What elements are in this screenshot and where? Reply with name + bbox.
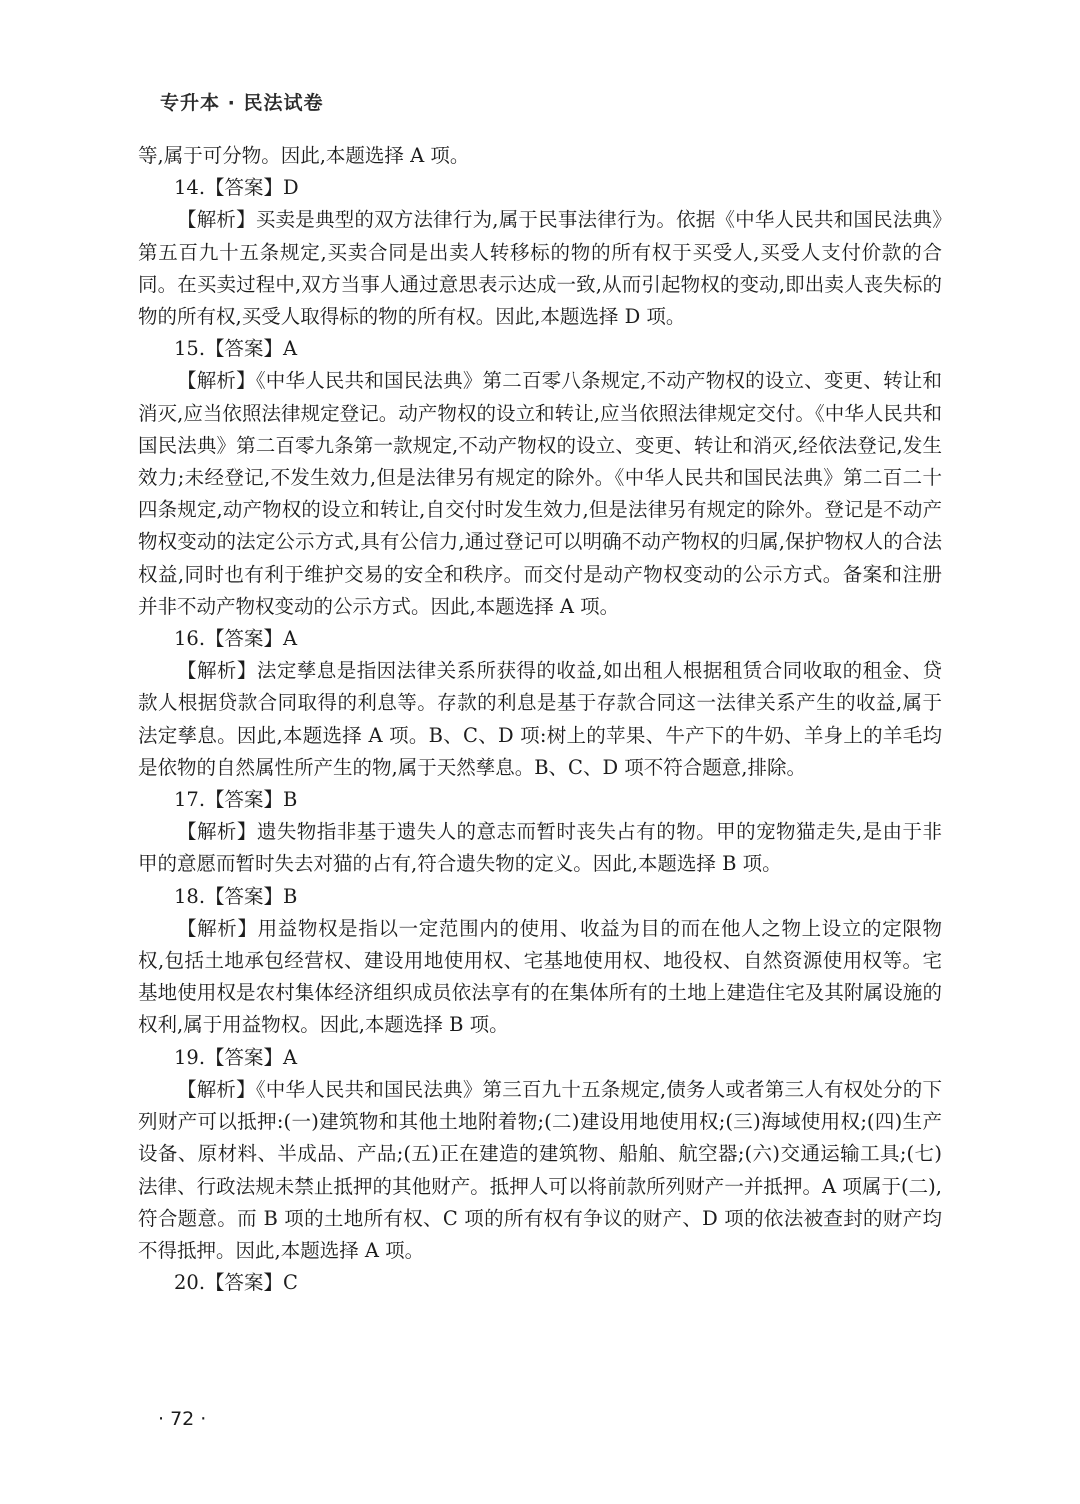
explanation-18: 【解析】用益物权是指以一定范围内的使用、收益为目的而在他人之物上设立的定限物权,包括土地承包经营权、建设用地使用权、宅基地使用权、地役权、自然资源使用权等。宅基地使用权是农村集体经济组织成员依法享有的在集体所有的土地上建造住宅及其附属设施的权利,属于用益物权。因此,本题选择 B 项。: [138, 916, 942, 1037]
explanation-17: 【解析】遗失物指非基于遗失人的意志而暂时丧失占有的物。甲的宠物猫走失,是由于非甲的意愿而暂时失去对猫的占有,符合遗失物的定义。因此,本题选择 B 项。: [138, 820, 942, 876]
answer-16: 16.【答案】A: [174, 627, 298, 651]
explanation-14: 【解析】买卖是典型的双方法律行为,属于民事法律行为。依据《中华人民共和国民法典》第五百九十五条规定,买卖合同是出卖人转移标的物的所有权于买受人,买受人支付价款的合同。在买卖过程中,双方当事人通过意思表示达成一致,从而引起物权的变动,即出卖人丧失标的物的所有权,买受人取得标的物的所有权。因此,本题选择 D 项。: [138, 208, 942, 329]
answer-15: 15.【答案】A: [174, 337, 298, 361]
continued-line: 等,属于可分物。因此,本题选择 A 项。: [138, 144, 470, 167]
answer-content: [138, 140, 942, 1299]
answer-14: 14.【答案】D: [174, 176, 299, 200]
explanation-16: 【解析】法定孳息是指因法律关系所获得的收益,如出租人根据租赁合同收取的租金、贷款人根据贷款合同取得的利息等。存款的利息是基于存款合同这一法律关系产生的收益,属于法定孳息。因此,本题选择 A 项。B、C、D 项:树上的苹果、牛产下的牛奶、羊身上的羊毛均是依物的自然属性所产生的物,属于天然孳息。B、C、D 项不符合题意,排除。: [138, 659, 942, 779]
answer-20: 20.【答案】C: [174, 1271, 298, 1295]
explanation-15: 【解析】《中华人民共和国民法典》第二百零八条规定,不动产物权的设立、变更、转让和消灭,应当依照法律规定登记。动产物权的设立和转让,应当依照法律规定交付。《中华人民共和国民法典》第二百零九条第一款规定,不动产物权的设立、变更、转让和消灭,经依法登记,发生效力;未经登记,不发生效力,但是法律另有规定的除外。《中华人民共和国民法典》第二百二十四条规定,动产物权的设立和转让,自交付时发生效力,但是法律另有规定的除外。登记是不动产物权变动的法定公示方式,具有公信力,通过登记可以明确不动产物权的归属,保护物权人的合法权益,同时也有利于维护交易的安全和秩序。而交付是动产物权变动的公示方式。备案和注册并非不动产物权变动的公示方式。因此,本题选择 A 项。: [138, 369, 942, 618]
page-number: · 72 ·: [158, 1408, 207, 1430]
answer-18: 18.【答案】B: [174, 884, 298, 908]
explanation-19: 【解析】《中华人民共和国民法典》第三百九十五条规定,债务人或者第三人有权处分的下列财产可以抵押:(一)建筑物和其他土地附着物;(二)建设用地使用权;(三)海域使用权;(四)生产设备、原材料、半成品、产品;(五)正在建造的建筑物、船舶、航空器;(六)交通运输工具;(七)法律、行政法规未禁止抵押的其他财产。抵押人可以将前款所列财产一并抵押。A 项属于(二),符合题意。而 B 项的土地所有权、C 项的所有权有争议的财产、D 项的依法被查封的财产均不得抵押。因此,本题选择 A 项。: [138, 1077, 942, 1262]
answer-19: 19.【答案】A: [174, 1045, 298, 1069]
running-header: 专升本 · 民法试卷: [160, 92, 324, 114]
answer-17: 17.【答案】B: [174, 788, 298, 812]
